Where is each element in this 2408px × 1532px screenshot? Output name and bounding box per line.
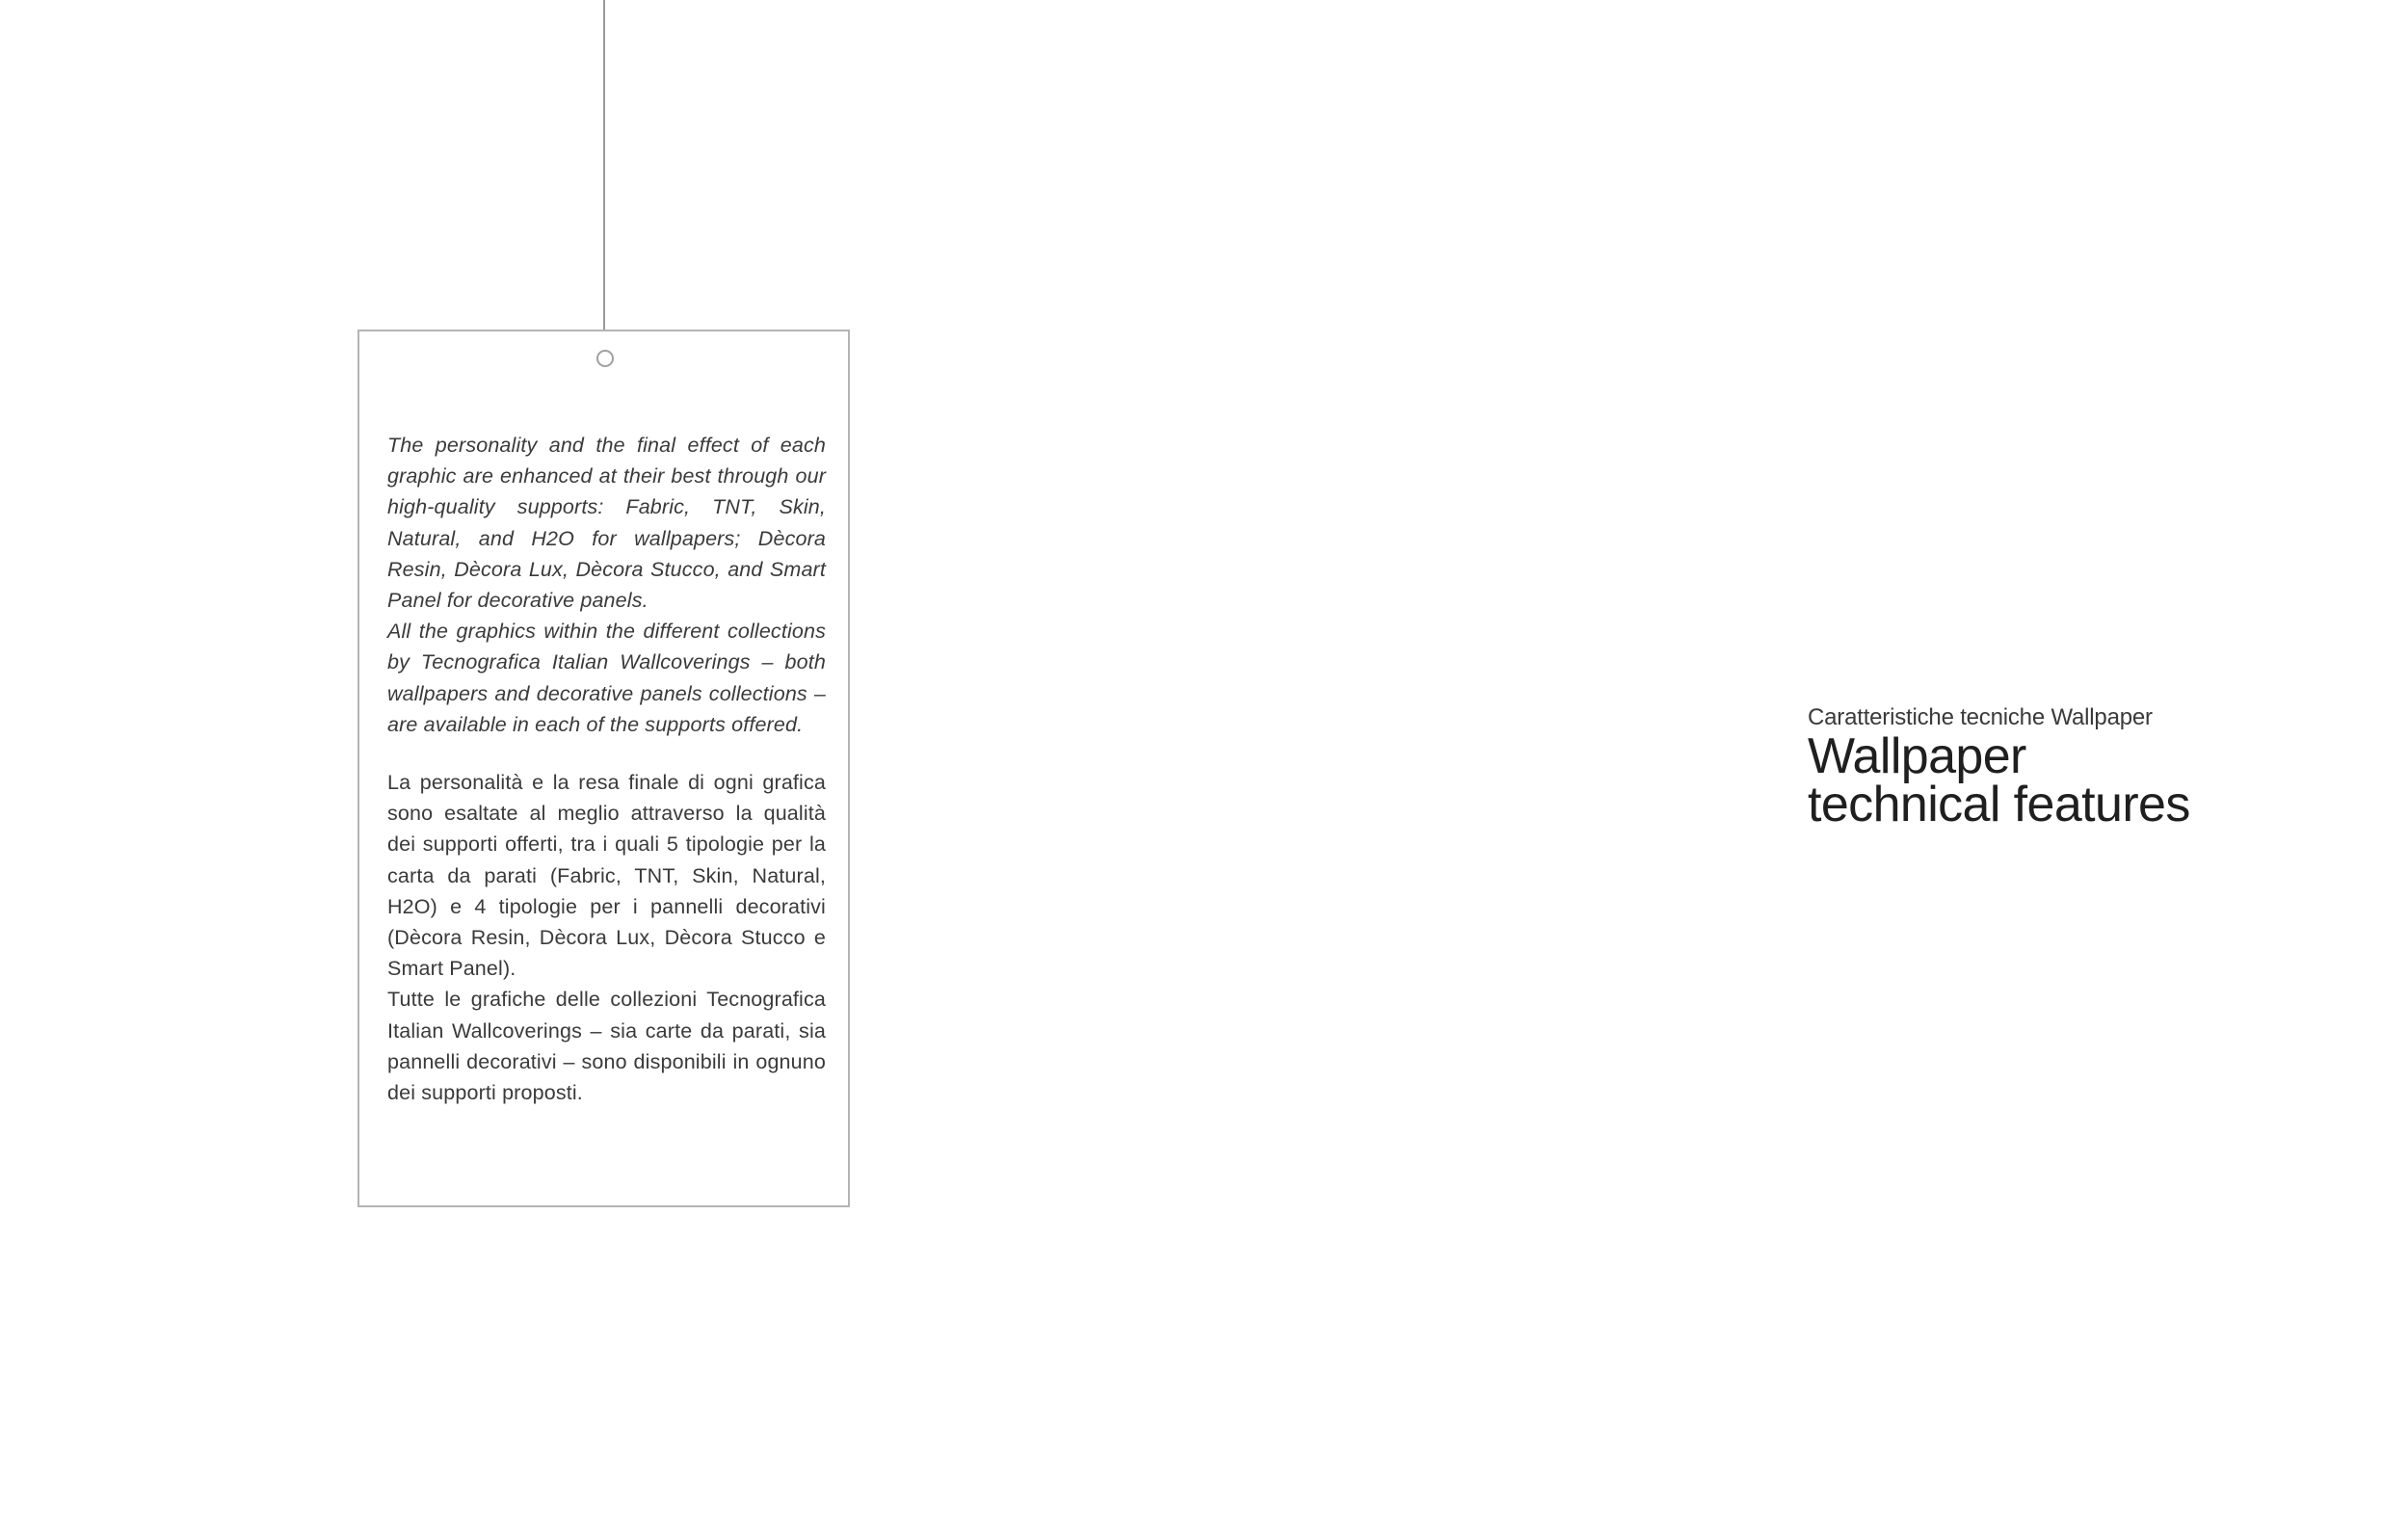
hanging-string bbox=[603, 0, 605, 350]
tag-text bbox=[387, 430, 826, 1108]
tag-hole-icon bbox=[596, 350, 614, 367]
english-paragraph-1: The personality and the final effect of each graphic are enhanced at their best through our high-quality supports: Fabric, TNT, Skin, Natural, and H2O for wallpapers; Dècora Resin, Dècora Lux, Dècora Stucco, and Smart Panel for decorative panels. bbox=[387, 434, 826, 613]
section-title-line-2: technical features bbox=[1808, 777, 2190, 832]
section-title-line-1: Wallpaper bbox=[1808, 728, 2026, 784]
italian-description bbox=[387, 767, 826, 1108]
section-heading bbox=[1808, 703, 2347, 832]
hang-tag-card bbox=[357, 330, 850, 1207]
english-description bbox=[387, 430, 826, 740]
italian-paragraph-1: La personalità e la resa finale di ogni grafica sono esaltate al meglio attraverso la qualità dei supporti offerti, tra i quali 5 tipologie per la carta da parati (Fabric, TNT, Skin, Natural, H2O) e 4 tipologie per i pannelli decorativi (Dècora Resin, Dècora Lux, Dècora Stucco e Smart Panel). bbox=[387, 771, 826, 981]
italian-paragraph-2: Tutte le grafiche delle collezioni Tecnografica Italian Wallcoverings – sia carte da parati, sia pannelli decorativi – sono disponibili in ognuno dei supporti proposti. bbox=[387, 988, 826, 1105]
english-paragraph-2: All the graphics within the different collections by Tecnografica Italian Wallcoverings – both wallpapers and decorative panels collections – are available in each of the supports offered. bbox=[387, 620, 826, 736]
section-subtitle: Caratteristiche tecniche Wallpaper bbox=[1808, 704, 2153, 730]
